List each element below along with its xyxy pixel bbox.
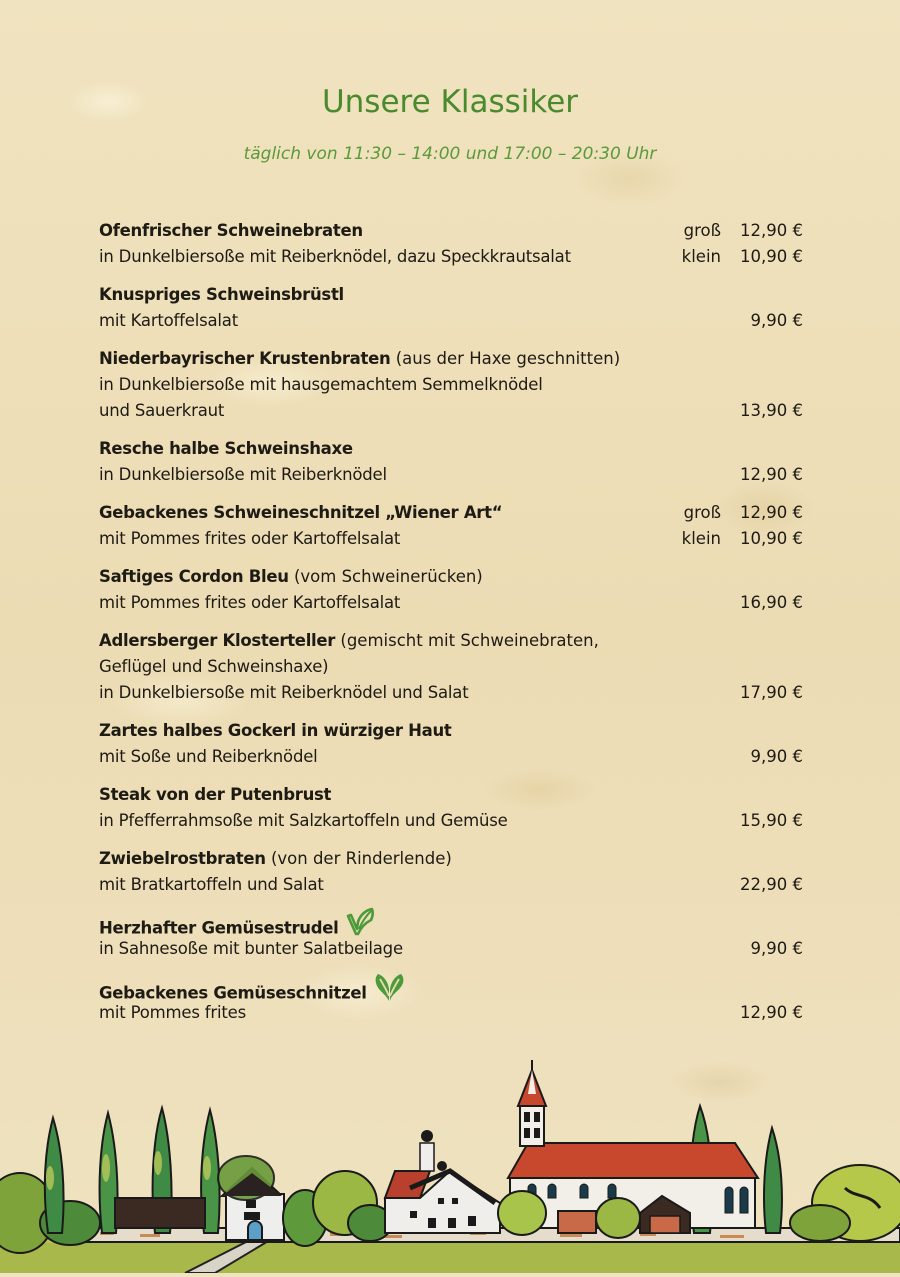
menu-item (99, 436, 803, 488)
dish-name: Zwiebelrostbraten (99, 849, 266, 868)
price: 12,90 € (740, 1003, 803, 1022)
price: 12,90 € (740, 221, 803, 240)
vegetarian-leaf-icon (345, 907, 375, 945)
dish-description: und Sauerkraut (99, 401, 225, 420)
dish-description: mit Kartoffelsalat (99, 311, 238, 330)
dish-description: in Sahnesoße mit bunter Salatbeilage (99, 939, 403, 958)
menu-item (99, 782, 803, 834)
dish-name: Niederbayrischer Krustenbraten (99, 349, 391, 368)
dish-name: Ofenfrischer Schweinebraten (99, 221, 363, 240)
dish-name: Gebackenes Gemüseschnitzel (99, 983, 367, 1003)
price: 22,90 € (740, 875, 803, 894)
price: 16,90 € (740, 593, 803, 612)
menu-item (99, 974, 803, 1026)
dish-name: Herzhafter Gemüsestrudel (99, 918, 339, 938)
menu-item (99, 346, 803, 424)
menu-item (99, 500, 803, 552)
village-illustration (0, 1028, 900, 1273)
menu-item (99, 628, 803, 706)
dish-name: Steak von der Putenbrust (99, 785, 332, 804)
dish-description: mit Bratkartoffeln und Salat (99, 875, 324, 894)
dish-description: in Dunkelbiersoße mit Reiberknödel (99, 465, 387, 484)
price: 10,90 € (740, 529, 803, 548)
price: 13,90 € (740, 401, 803, 420)
dish-name: Gebackenes Schweineschnitzel „Wiener Art“ (99, 503, 503, 522)
menu-item (99, 910, 803, 962)
dish-description: in Dunkelbiersoße mit Reiberknödel und Salat (99, 683, 469, 702)
size-label: klein (681, 247, 721, 266)
opening-hours: täglich von 11:30 – 14:00 und 17:00 – 20:30 Uhr (243, 144, 657, 164)
dish-name: Resche halbe Schweinshaxe (99, 439, 353, 458)
dish-description: mit Pommes frites (99, 1003, 246, 1022)
dish-name: Knuspriges Schweinsbrüstl (99, 285, 344, 304)
vegan-double-leaf-icon (373, 971, 407, 1011)
price: 9,90 € (750, 311, 803, 330)
price: 15,90 € (740, 811, 803, 830)
price: 10,90 € (740, 247, 803, 266)
menu-item (99, 846, 803, 898)
size-label: klein (681, 529, 721, 548)
page-title: Unsere Klassiker (321, 84, 579, 120)
dish-description: in Dunkelbiersoße mit Reiberknödel, dazu Speckkrautsalat (99, 247, 571, 266)
dish-description: mit Pommes frites oder Kartoffelsalat (99, 529, 401, 548)
price: 9,90 € (750, 939, 803, 958)
dish-name: Zartes halbes Gockerl in würziger Haut (99, 721, 452, 740)
dish-name: Saftiges Cordon Bleu (99, 567, 289, 586)
menu-list (99, 218, 803, 1038)
dish-description: in Dunkelbiersoße mit hausgemachtem Semmelknödel (99, 375, 543, 394)
price: 9,90 € (750, 747, 803, 766)
dish-note: (aus der Haxe geschnitten) (395, 349, 621, 368)
dish-note: (gemischt mit Schweinebraten, (340, 631, 599, 650)
dish-note: (von der Rinderlende) (270, 849, 452, 868)
size-label: groß (683, 221, 721, 240)
menu-item (99, 718, 803, 770)
dish-description: in Pfefferrahmsoße mit Salzkartoffeln und Gemüse (99, 811, 508, 830)
price: 12,90 € (740, 465, 803, 484)
menu-item (99, 282, 803, 334)
dish-description: Geflügel und Schweinshaxe) (99, 657, 329, 676)
price: 12,90 € (740, 503, 803, 522)
menu-item (99, 564, 803, 616)
dish-description: mit Pommes frites oder Kartoffelsalat (99, 593, 401, 612)
dish-note: (vom Schweinerücken) (293, 567, 483, 586)
dish-description: mit Soße und Reiberknödel (99, 747, 318, 766)
size-label: groß (683, 503, 721, 522)
menu-item (99, 218, 803, 270)
price: 17,90 € (740, 683, 803, 702)
dish-name: Adlersberger Klosterteller (99, 631, 336, 650)
